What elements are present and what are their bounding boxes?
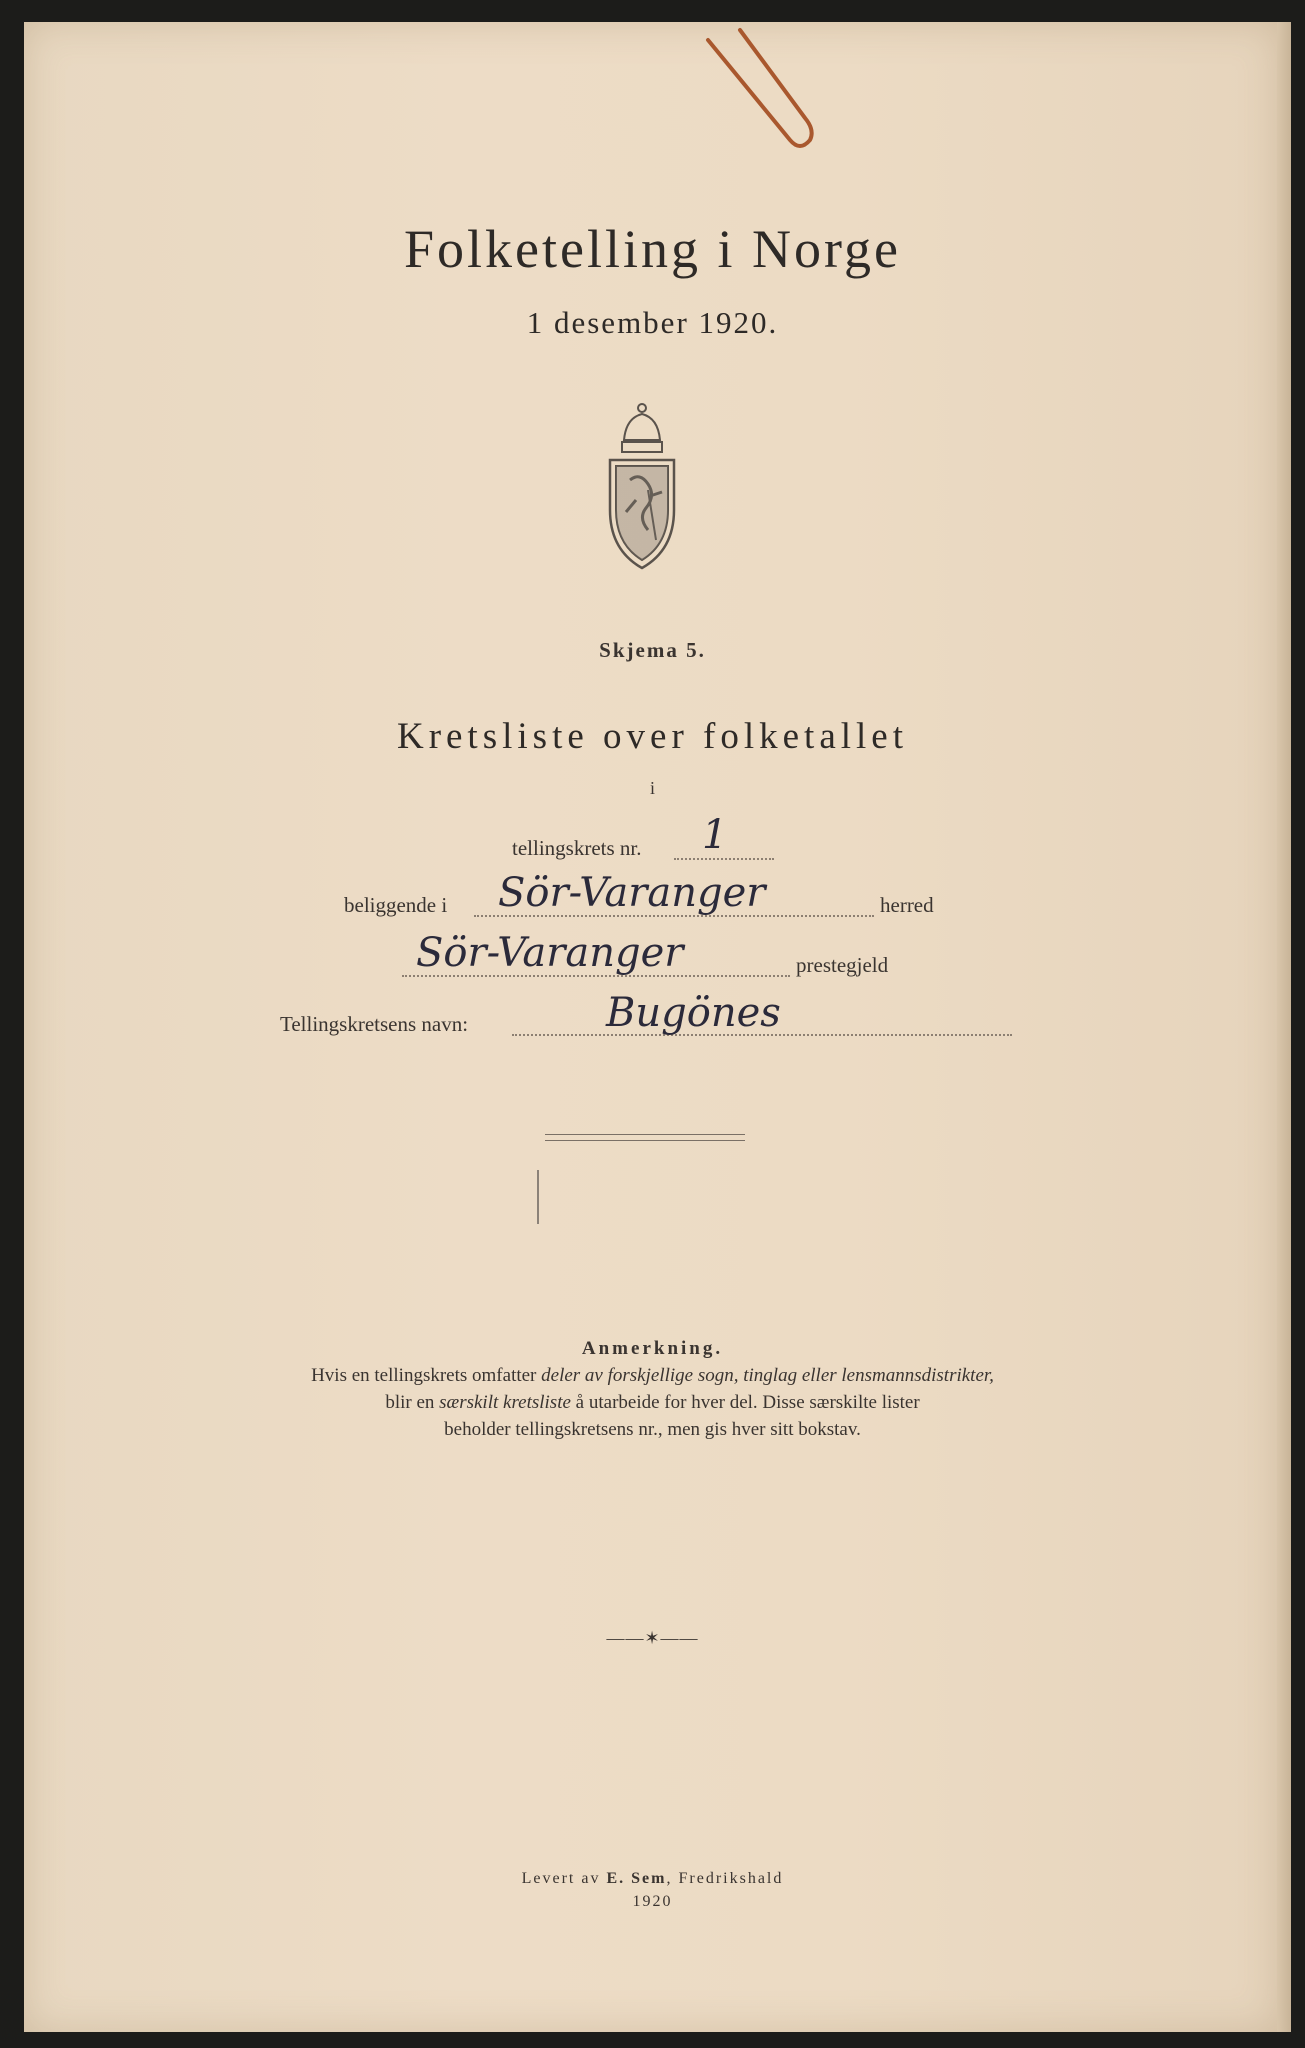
location-value: Sör-Varanger bbox=[498, 870, 766, 916]
census-date: 1 desember 1920. bbox=[526, 305, 779, 340]
district-number-line bbox=[674, 858, 774, 860]
note-text: blir en bbox=[385, 1392, 440, 1413]
footer-text: , Fredrikshald bbox=[666, 1870, 784, 1887]
district-number-value: 1 bbox=[702, 812, 728, 858]
parish-value: Sör-Varanger bbox=[416, 930, 684, 976]
note-text: Hvis en tellingskrets omfatter bbox=[311, 1365, 542, 1386]
prestegjeld-label: prestegjeld bbox=[796, 953, 889, 977]
district-name-label: Tellingskretsens navn: bbox=[280, 1012, 469, 1036]
ornament: ——✶—— bbox=[606, 1628, 699, 1648]
note-line-1 bbox=[0, 1365, 1305, 1387]
print-year: 1920 bbox=[632, 1893, 673, 1910]
footer-text: Levert av bbox=[521, 1870, 607, 1887]
divider-rule bbox=[545, 1134, 745, 1141]
norwegian-coat-of-arms-icon bbox=[596, 400, 688, 572]
district-number-label: tellingskrets nr. bbox=[512, 836, 642, 860]
note-line-3: beholder tellingskretsens nr., men gis hver sitt bokstav. bbox=[444, 1419, 861, 1440]
herred-label: herred bbox=[880, 893, 934, 917]
note-text: å utarbeide for hver del. Disse særskilte lister bbox=[570, 1392, 920, 1413]
paper-clip-icon bbox=[700, 20, 820, 150]
pencil-mark bbox=[537, 1170, 539, 1224]
district-name-value: Bugönes bbox=[606, 990, 781, 1036]
document-title: Folketelling i Norge bbox=[404, 219, 901, 279]
note-line-2 bbox=[0, 1392, 1305, 1414]
printer-name: E. Sem bbox=[606, 1870, 667, 1887]
location-label: beliggende i bbox=[344, 893, 448, 917]
preposition: i bbox=[649, 778, 655, 798]
note-emphasis: deler av forskjellige sogn, tinglag eller lensmannsdistrikter, bbox=[541, 1365, 994, 1386]
form-heading: Kretsliste over folketallet bbox=[396, 716, 909, 757]
printer-credit bbox=[0, 1870, 1305, 1888]
schema-number: Skjema 5. bbox=[599, 638, 706, 662]
note-emphasis: særskilt kretsliste bbox=[439, 1392, 571, 1413]
note-heading: Anmerkning. bbox=[581, 1338, 724, 1359]
